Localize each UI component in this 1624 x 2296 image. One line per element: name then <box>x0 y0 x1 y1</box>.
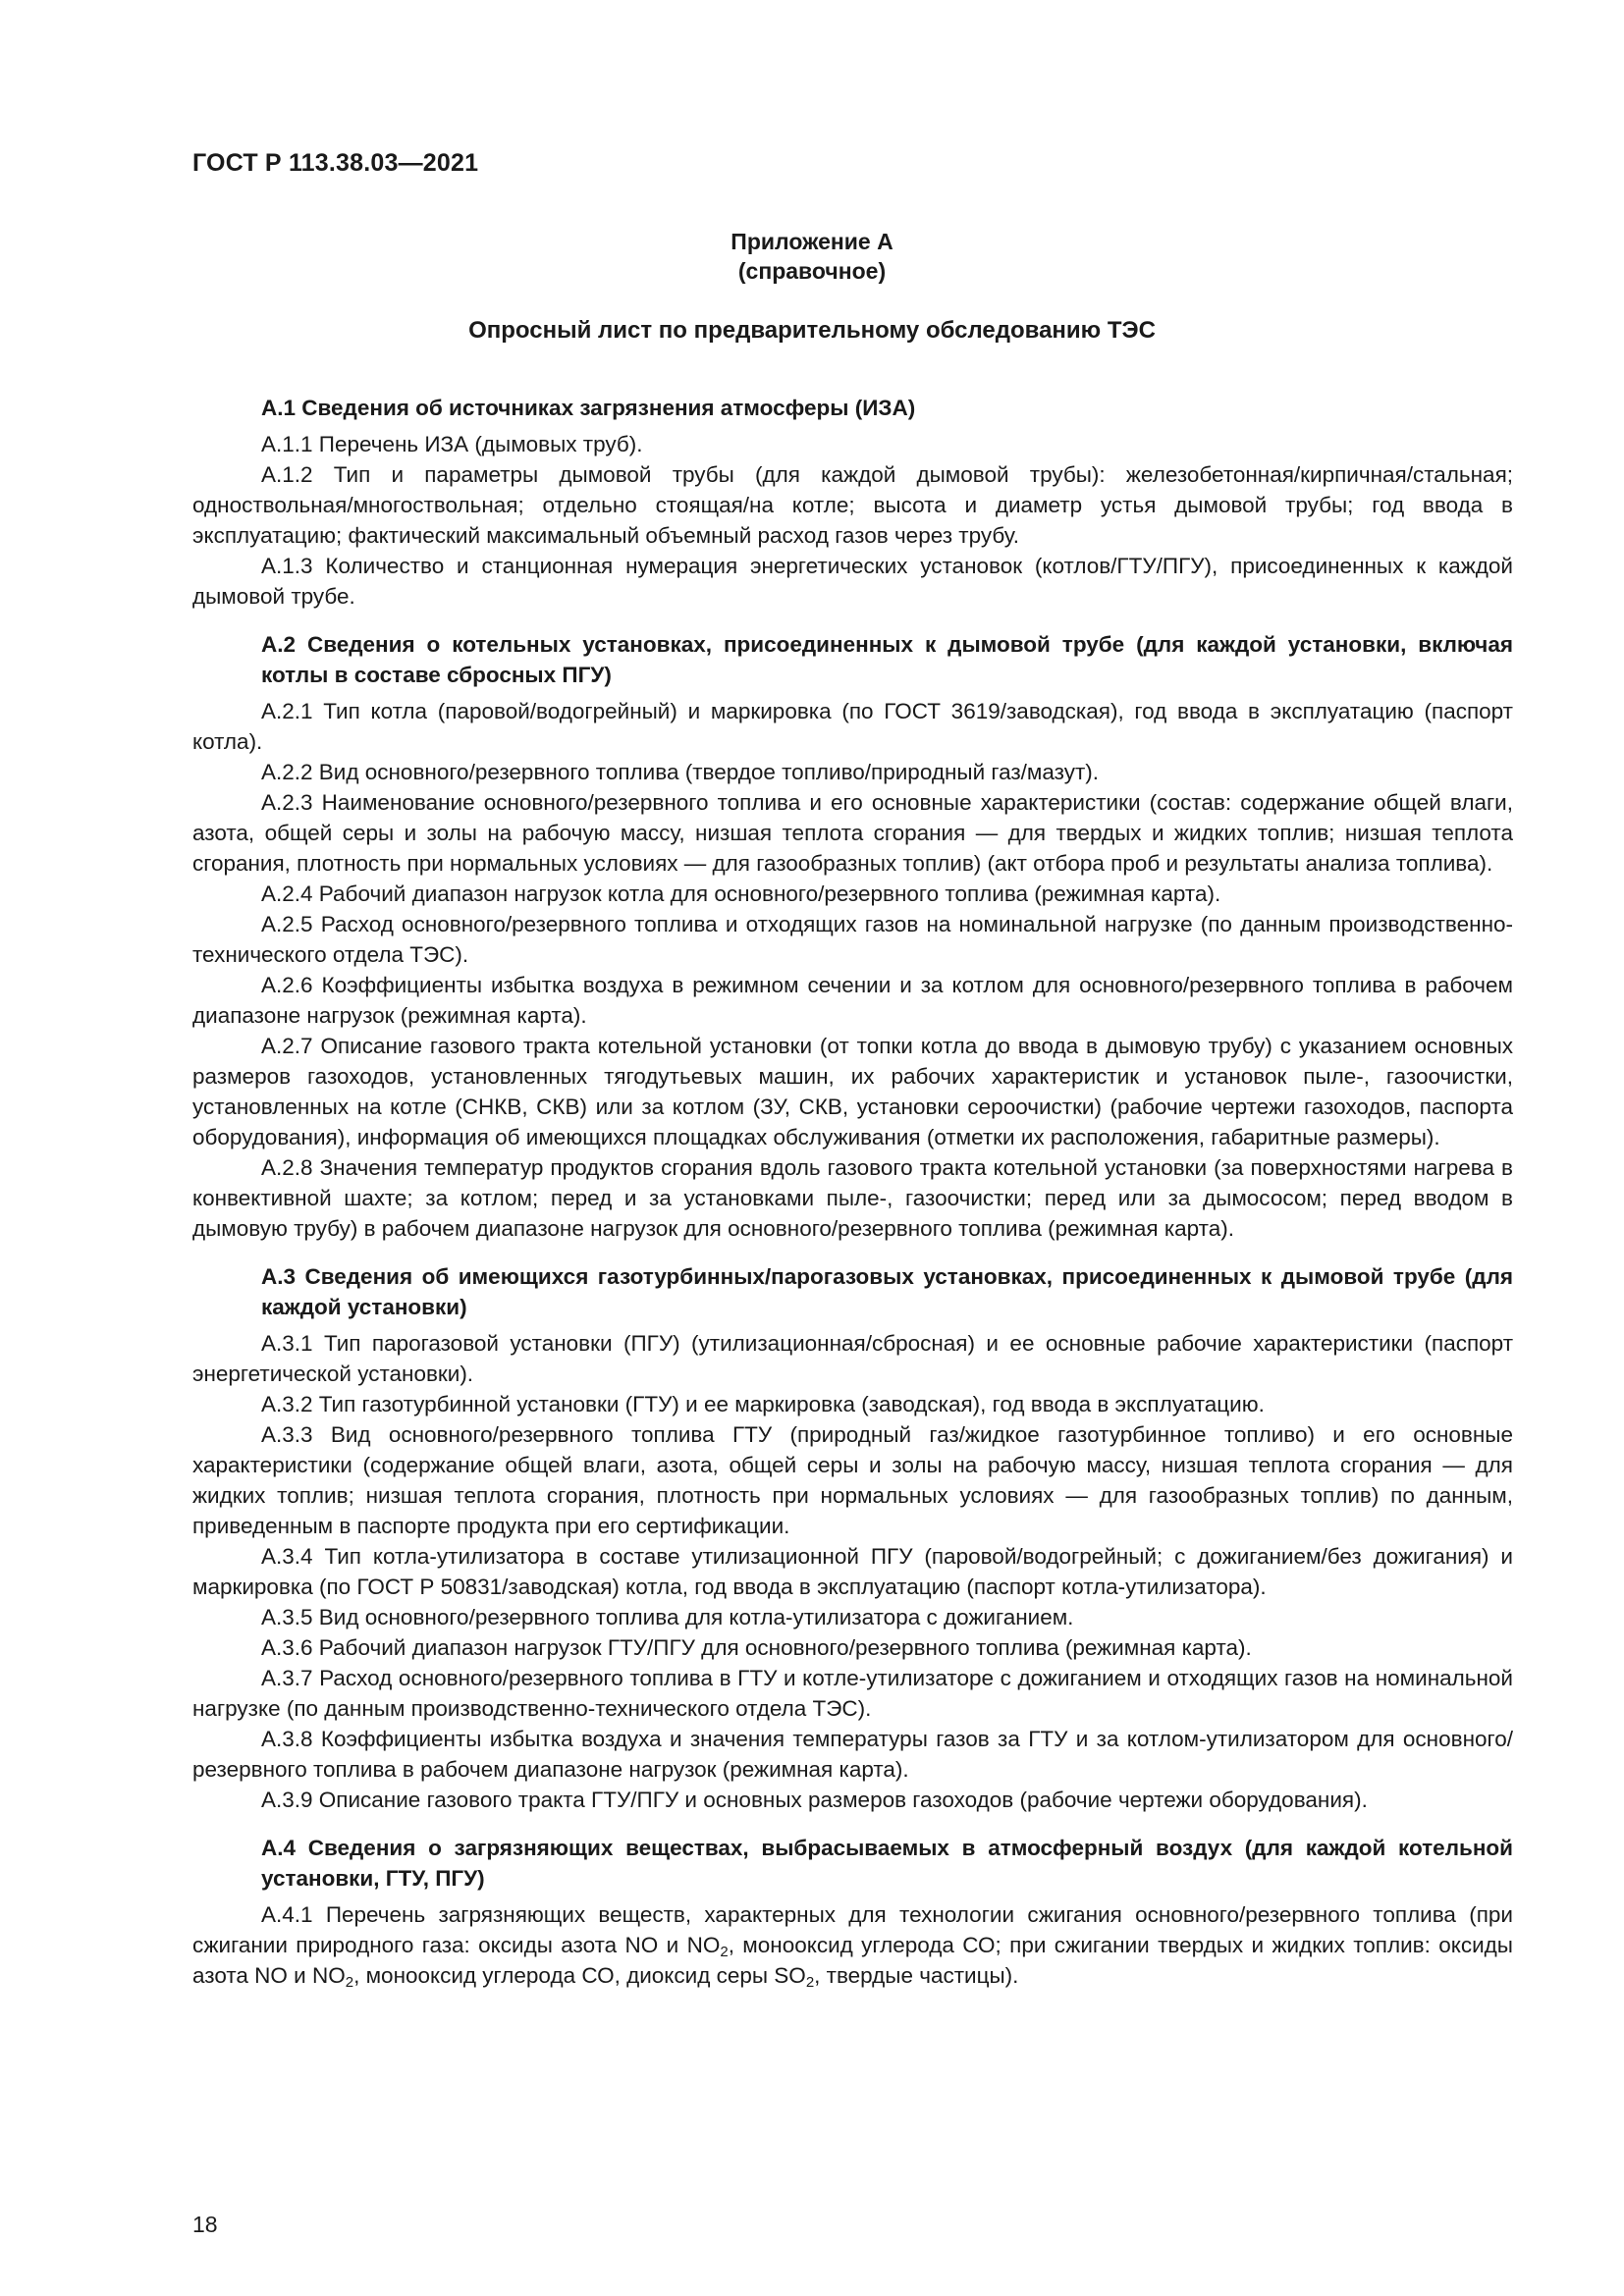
annex-heading <box>0 227 1624 286</box>
annex-label: Приложение А <box>731 229 893 254</box>
paragraph-a4-1-part2: , монооксид углерода СО; при сжигании твердых и жидких топлив: оксиды азота NO и NO <box>192 1933 1513 1988</box>
paragraph-a2-5: А.2.5 Расход основного/резервного топлива и отходящих газов на номинальной нагрузке (по данным производственно-технического отдела ТЭС). <box>192 912 1513 967</box>
subscript-no2: 2 <box>720 1944 729 1960</box>
paragraph-a3-4: А.3.4 Тип котла-утилизатора в составе утилизационной ПГУ (паровой/водогрейный; с дожиганием/без дожигания) и маркировка (по ГОСТ Р 50831/заводская) котла, год ввода в эксплуатацию (паспорт котла-утилизатора). <box>192 1544 1513 1599</box>
paragraph-a2-1: А.2.1 Тип котла (паровой/водогрейный) и маркировка (по ГОСТ 3619/заводская), год ввода в эксплуатацию (паспорт котла). <box>192 699 1513 754</box>
subscript-no2-second: 2 <box>345 1974 354 1991</box>
paragraph-a2-6: А.2.6 Коэффициенты избытка воздуха в режимном сечении и за котлом для основного/резервного топлива в рабочем диапазоне нагрузок (режимная карта). <box>192 973 1513 1028</box>
paragraph-a3-6: А.3.6 Рабочий диапазон нагрузок ГТУ/ПГУ для основного/резервного топлива (режимная карта). <box>261 1635 1252 1660</box>
paragraph-a3-7: А.3.7 Расход основного/резервного топлива в ГТУ и котле-утилизаторе с дожиганием и отходящих газов на номинальной нагрузке (по данным производственно-технического отдела ТЭС). <box>192 1666 1513 1721</box>
paragraph-a4-1-part1: А.4.1 Перечень загрязняющих веществ, характерных для технологии сжигания основного/резервного топлива (при сжигании природного газа: оксиды азота NO и NO <box>192 1902 1513 1957</box>
page-number: 18 <box>192 2212 218 2237</box>
paragraph-a3-9: А.3.9 Описание газового тракта ГТУ/ПГУ и основных размеров газоходов (рабочие чертежи оборудования). <box>261 1788 1368 1812</box>
document-body <box>192 393 1513 1991</box>
paragraph-a2-8: А.2.8 Значения температур продуктов сгорания вдоль газового тракта котельной установки (за поверхностями нагрева в конвективной шахте; за котлом; перед и за установками пыле-, газоочистки; перед или за дымососом; перед вводом в дымовую трубу) в рабочем диапазоне нагрузок для основного/резервного топлива (режимная карта). <box>192 1155 1513 1241</box>
paragraph-a1-3: А.1.3 Количество и станционная нумерация энергетических установок (котлов/ГТУ/ПГУ), присоединенных к каждой дымовой трубе. <box>192 554 1513 609</box>
section-heading-a3: А.3 Сведения об имеющихся газотурбинных/парогазовых установках, присоединенных к дымовой трубе (для каждой установки) <box>261 1264 1513 1319</box>
paragraph-a4-1-part3: , монооксид углерода СО, диоксид серы SO <box>353 1963 806 1988</box>
document-title: Опросный лист по предварительному обследованию ТЭС <box>468 317 1156 344</box>
paragraph-a4-1 <box>192 1899 1513 1991</box>
paragraph-a3-3: А.3.3 Вид основного/резервного топлива ГТУ (природный газ/жидкое газотурбинное топливо) и его основные характеристики (содержание общей влаги, азота, общей серы и золы на рабочую массу, низшая теплота сгорания — для жидких топлив; низшая теплота сгорания, плотность при нормальных условиях — для газообразных топлив) по данным, приведенным в паспорте продукта при его сертификации. <box>192 1422 1513 1538</box>
paragraph-a2-3: А.2.3 Наименование основного/резервного топлива и его основные характеристики (состав: содержание общей влаги, азота, общей серы и золы на рабочую массу, низшая теплота сгорания — для твердых и жидких топлив; низшая теплота сгорания, плотность при нормальных условиях — для газообразных топлив) (акт отбора проб и результаты анализа топлива). <box>192 790 1513 876</box>
annex-type: (справочное) <box>737 258 887 284</box>
document-code: ГОСТ Р 113.38.03—2021 <box>192 149 479 177</box>
paragraph-a3-1: А.3.1 Тип парогазовой установки (ПГУ) (утилизационная/сбросная) и ее основные рабочие характеристики (паспорт энергетической установки). <box>192 1331 1513 1386</box>
paragraph-a3-5: А.3.5 Вид основного/резервного топлива для котла-утилизатора с дожиганием. <box>261 1605 1074 1629</box>
section-heading-a4: А.4 Сведения о загрязняющих веществах, выбрасываемых в атмосферный воздух (для каждой котельной установки, ГТУ, ПГУ) <box>261 1836 1513 1891</box>
paragraph-a1-1: А.1.1 Перечень ИЗА (дымовых труб). <box>261 432 643 456</box>
section-heading-a2: А.2 Сведения о котельных установках, присоединенных к дымовой трубе (для каждой установки, включая котлы в составе сбросных ПГУ) <box>261 632 1513 687</box>
paragraph-a3-8: А.3.8 Коэффициенты избытка воздуха и значения температуры газов за ГТУ и за котлом-утилизатором для основного/резервного топлива в рабочем диапазоне нагрузок (режимная карта). <box>192 1727 1513 1782</box>
paragraph-a3-2: А.3.2 Тип газотурбинной установки (ГТУ) и ее маркировка (заводская), год ввода в эксплуатацию. <box>261 1392 1265 1416</box>
section-heading-a1: А.1 Сведения об источниках загрязнения атмосферы (ИЗА) <box>261 396 916 420</box>
subscript-so2: 2 <box>805 1974 815 1991</box>
paragraph-a2-7: А.2.7 Описание газового тракта котельной установки (от топки котла до ввода в дымовую трубу) с указанием основных размеров газоходов, установленных тягодутьевых машин, их рабочих характеристик и установок пыле-, газоочистки, установленных на котле (СНКВ, СКВ) или за котлом (ЗУ, СКВ, установки сероочистки) (рабочие чертежи газоходов, паспорта оборудования), информация об имеющихся площадках обслуживания (отметки их расположения, габаритные размеры). <box>192 1034 1513 1149</box>
paragraph-a2-4: А.2.4 Рабочий диапазон нагрузок котла для основного/резервного топлива (режимная карта). <box>261 881 1221 906</box>
paragraph-a1-2: А.1.2 Тип и параметры дымовой трубы (для каждой дымовой трубы): железобетонная/кирпичная/стальная; одноствольная/многоствольная; отдельно стоящая/на котле; высота и диаметр устья дымовой трубы; год ввода в эксплуатацию; фактический максимальный объемный расход газов через трубу. <box>192 462 1513 548</box>
paragraph-a2-2: А.2.2 Вид основного/резервного топлива (твердое топливо/природный газ/мазут). <box>261 760 1100 784</box>
paragraph-a4-1-part4: , твердые частицы). <box>814 1963 1019 1988</box>
